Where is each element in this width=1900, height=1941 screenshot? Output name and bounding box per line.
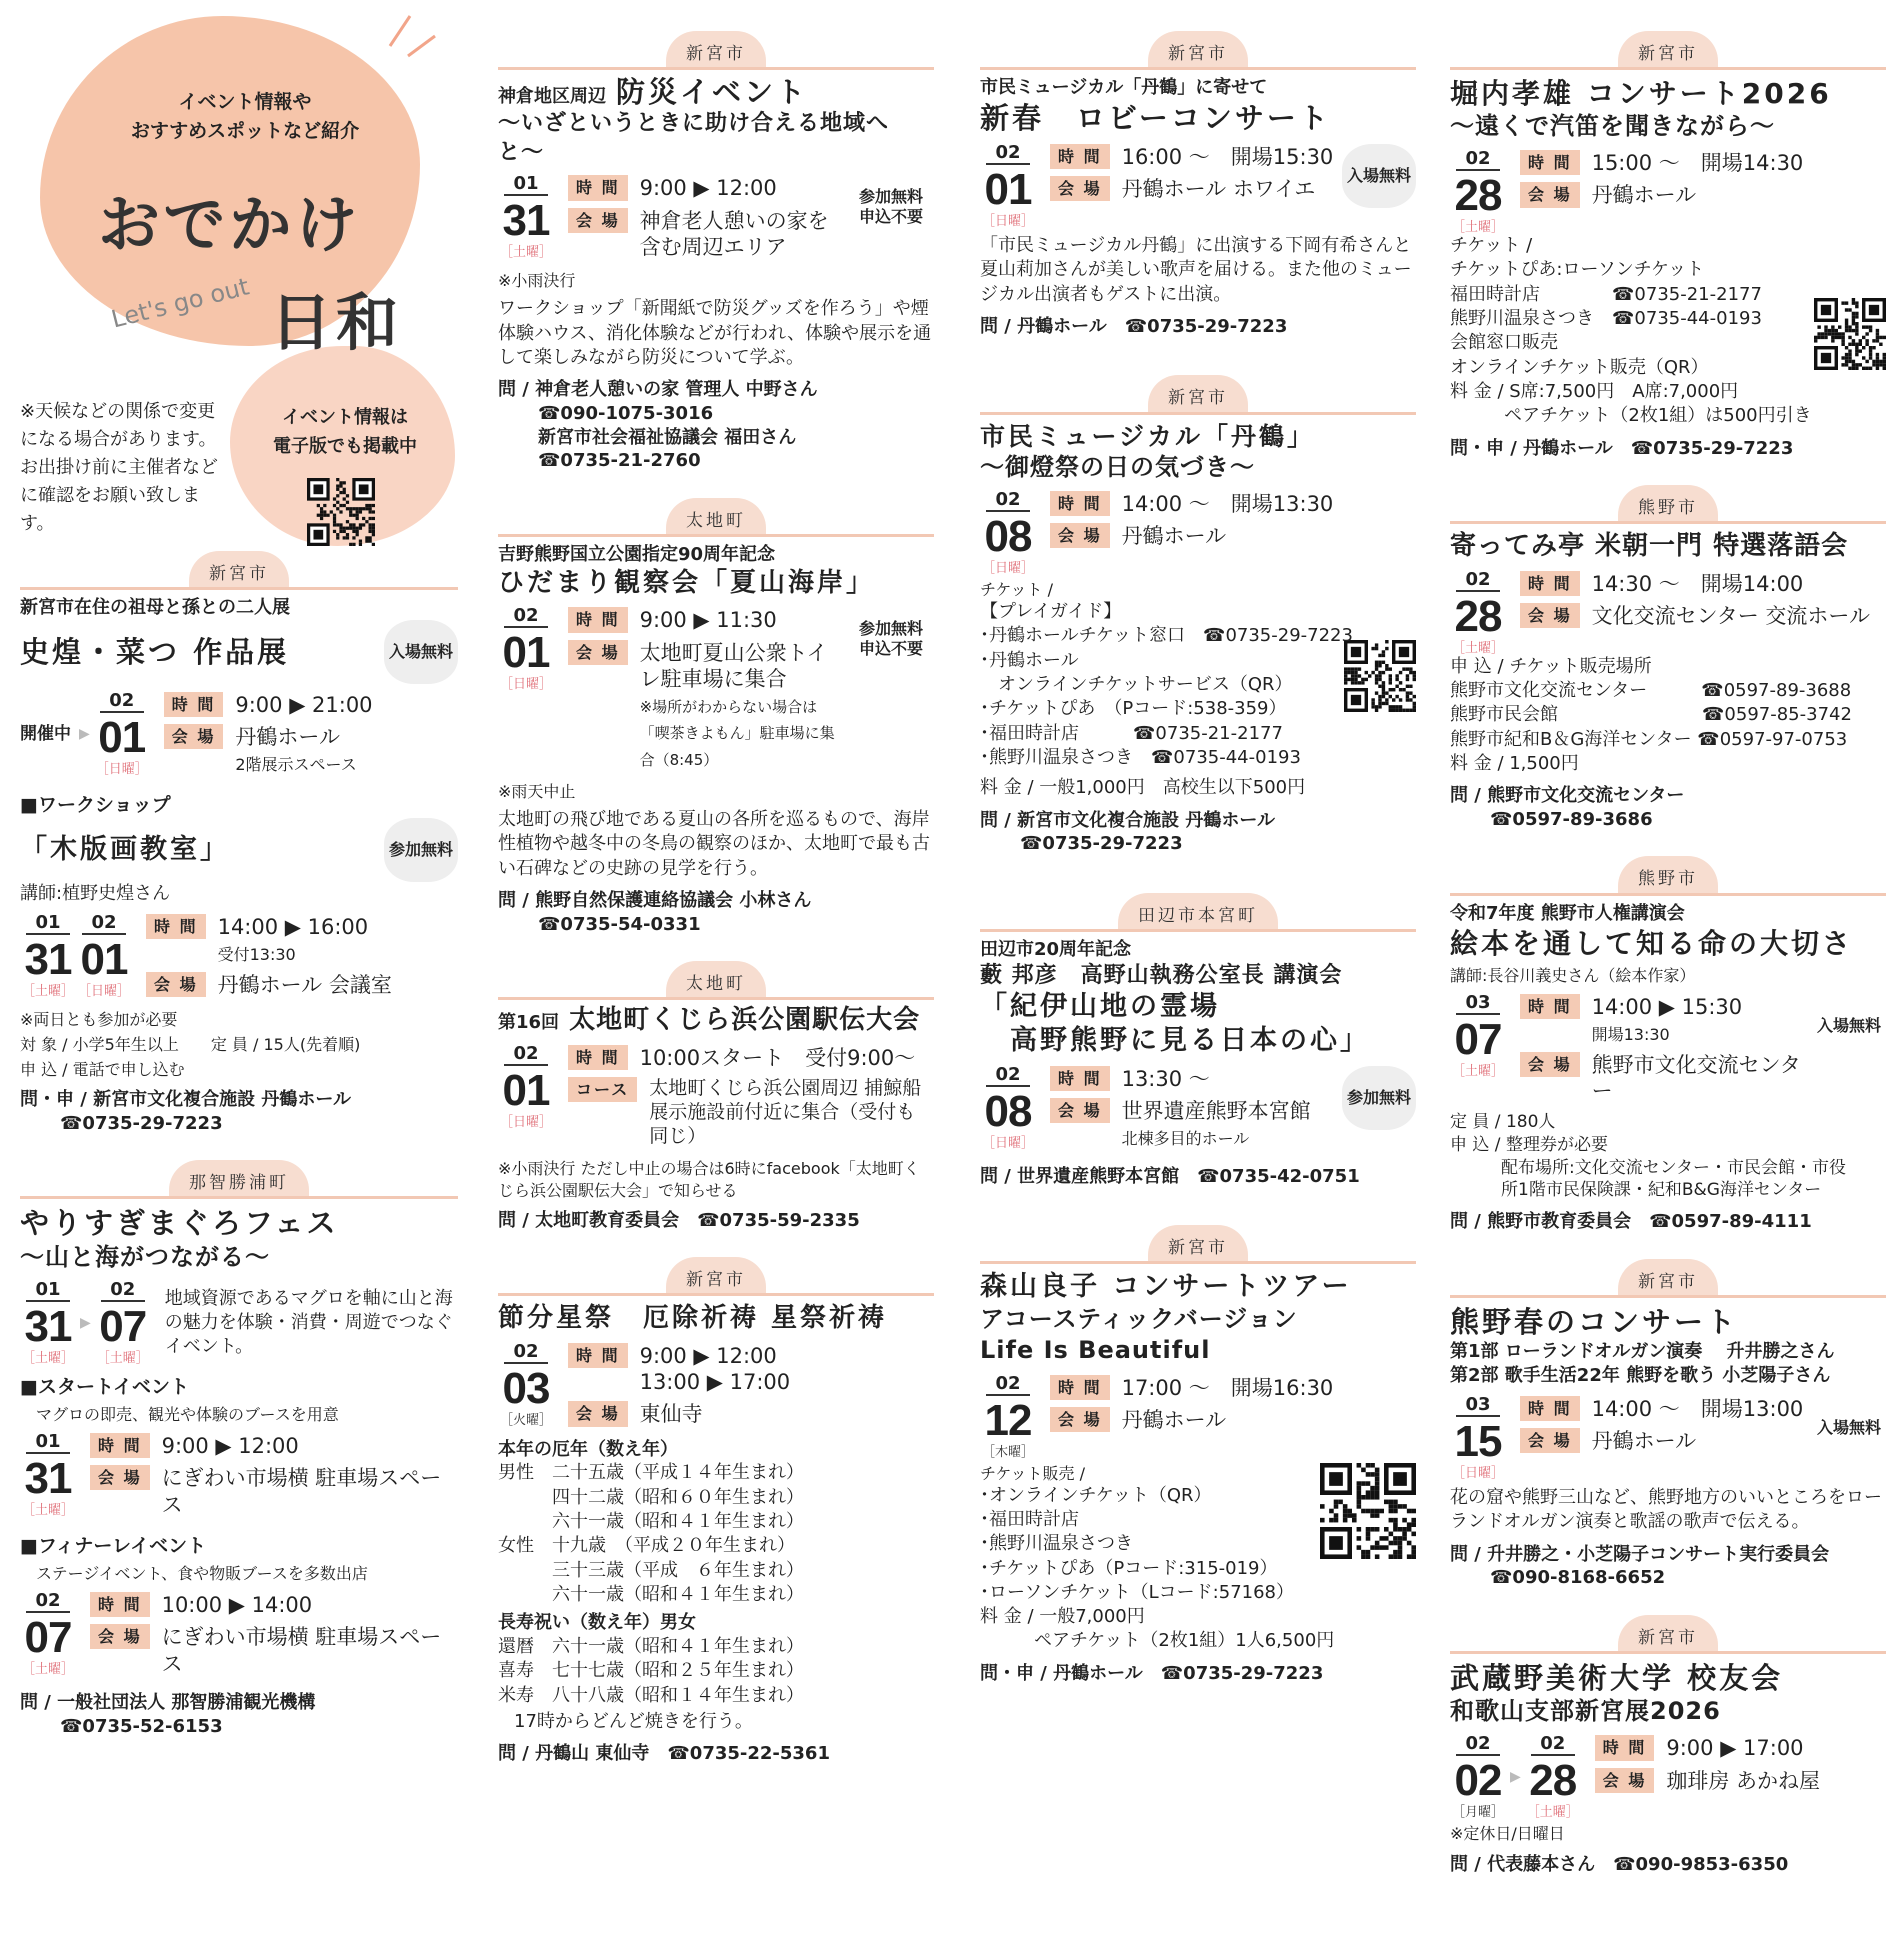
section-heading: ■スタートイベント bbox=[20, 1375, 190, 1398]
event-moriyama bbox=[980, 1210, 1416, 1685]
venue-label: 会 場 bbox=[90, 1624, 150, 1649]
list-line: 会館窓口販売 bbox=[1450, 332, 1558, 354]
area-label: 新宮市 bbox=[1148, 375, 1248, 411]
time-value: 9:00 ▶ 12:00 bbox=[639, 1343, 777, 1368]
list-line: 申 込 / 整理券が必要 bbox=[1450, 1134, 1608, 1155]
phone-number[interactable]: ☎0735-29-7223 bbox=[60, 1112, 223, 1134]
list-line: オンラインチケット販売（QR） bbox=[1450, 356, 1709, 378]
venue-value: 珈琲房 あかね屋 bbox=[1666, 1768, 1821, 1793]
contact: 問 / 熊野市教育委員会 ☎0597-89-4111 bbox=[1450, 1211, 1812, 1233]
venue-value: 丹鶴ホール bbox=[1591, 183, 1697, 208]
hero-intro bbox=[80, 88, 410, 147]
event-note: ※雨天中止 bbox=[498, 781, 576, 801]
time-label: 時 間 bbox=[1050, 1066, 1110, 1091]
event-ekiden bbox=[498, 946, 934, 1232]
list-line: 男性 二十五歳（平成１４年生まれ） bbox=[498, 1462, 804, 1484]
price: 料 金 / 一般7,000円 bbox=[980, 1606, 1145, 1628]
area-label: 新宮市 bbox=[1618, 1615, 1718, 1651]
time-sub: 開場13:30 bbox=[1591, 1024, 1670, 1044]
course-value: 太地町くじら浜公園周辺 捕鯨船展示施設前付近に集合（受付も同じ） bbox=[649, 1077, 922, 1147]
area-header bbox=[498, 1242, 934, 1296]
ticket-label: チケット / bbox=[980, 580, 1054, 600]
event-musabi bbox=[1450, 1600, 1886, 1876]
event-pretitle: 新宮市在住の祖母と孫との二人展 bbox=[20, 597, 290, 618]
event-pretitle: 第16回 bbox=[498, 1012, 560, 1034]
area-label: 新宮市 bbox=[1618, 1259, 1718, 1295]
list-line: 熊野市民会館 ☎0597-85-3742 bbox=[1450, 704, 1852, 726]
contact: 問・申 / 新宮市文化複合施設 丹鶴ホール bbox=[20, 1088, 352, 1110]
event-date: 01 31 ［土曜］ bbox=[21, 911, 74, 999]
hero-intro-line2: おすすめスポットなど紹介 bbox=[130, 120, 360, 143]
phone-number[interactable]: ☎0597-89-3686 bbox=[1490, 809, 1653, 831]
venue-label: 会 場 bbox=[1050, 523, 1110, 548]
event-title: 節分星祭 厄除祈祷 星祭祈祷 bbox=[498, 1303, 888, 1334]
list-line: チケット / bbox=[1450, 235, 1533, 257]
time-value: 14:00 〜 開場13:00 bbox=[1591, 1396, 1804, 1421]
event-title: ひだまり観察会「夏山海岸」 bbox=[498, 567, 876, 598]
column-4 bbox=[1450, 16, 1886, 1929]
event-tuna-fes bbox=[20, 1145, 458, 1738]
event-title: 堀内孝雄 コンサート2026 bbox=[1450, 77, 1832, 110]
free-badge: 入場無料 bbox=[1342, 144, 1416, 208]
event-date: 02 02 ［月曜］ bbox=[1451, 1733, 1504, 1821]
event-pretitle: 神倉地区周辺 bbox=[498, 86, 606, 107]
time-label: 時 間 bbox=[1050, 144, 1110, 169]
price: 料 金 / 一般1,000円 高校生以下500円 bbox=[980, 777, 1306, 799]
list-line: 配布場所:文化交流センター・市民会館・市役 bbox=[1450, 1157, 1847, 1178]
workshop-heading: ■ワークショップ bbox=[20, 793, 171, 816]
time-label: 時 間 bbox=[1520, 571, 1580, 596]
list-line: 熊野川温泉さつき ☎0735-44-0193 bbox=[1450, 308, 1762, 330]
contact: 問 / 世界遺産熊野本宮館 ☎0735-42-0751 bbox=[980, 1165, 1360, 1187]
event-teacher: 講師:長谷川義史さん（絵本作家） bbox=[1450, 965, 1696, 985]
time-value: 17:00 〜 開場16:30 bbox=[1121, 1375, 1334, 1400]
event-date: 02 08 ［日曜］ bbox=[981, 489, 1034, 577]
price-pair: ペアチケット（2枚1組）1人6,500円 bbox=[980, 1630, 1335, 1652]
time-label: 時 間 bbox=[1595, 1735, 1655, 1760]
event-subtitle: 〜いざというときに助け合える地域へと〜 bbox=[498, 111, 890, 165]
event-title: 太地町くじら浜公園駅伝大会 bbox=[569, 1005, 921, 1036]
logo-lets-go-out: Let's go out bbox=[108, 272, 252, 334]
venue-value: 世界遺産熊野本宮館 bbox=[1121, 1099, 1311, 1124]
list-line: 熊野市文化交流センター ☎0597-89-3688 bbox=[1450, 680, 1852, 702]
time-value: 10:00 ▶ 14:00 bbox=[161, 1593, 313, 1618]
time-label: 時 間 bbox=[1520, 1396, 1580, 1421]
contact: 問 / 一般社団法人 那智勝浦観光機構 bbox=[20, 1691, 316, 1713]
area-header bbox=[498, 16, 934, 70]
phone-number[interactable]: ☎0735-54-0331 bbox=[538, 913, 701, 935]
contact: 問 / 升井勝之・小芝陽子コンサート実行委員会 bbox=[1450, 1543, 1830, 1565]
time-value: 14:00 ▶ 16:00 bbox=[217, 914, 369, 939]
venue-label: 会 場 bbox=[568, 640, 628, 665]
list-line: 女性 十九歳 （平成２０年生まれ） bbox=[498, 1535, 795, 1557]
time-sub: 受付13:30 bbox=[217, 945, 296, 965]
event-description: 花の窟や熊野三山など、熊野地方のいいところをローランドオルガン演奏と歌謡の歌声で伝える。 bbox=[1450, 1486, 1882, 1533]
time-label: 時 間 bbox=[1520, 994, 1580, 1019]
venue-value: 太地町夏山公衆トイレ駐車場に集合 bbox=[639, 640, 828, 691]
event-spring-concert bbox=[1450, 1244, 1886, 1590]
venue-value: 東仙寺 bbox=[639, 1402, 703, 1427]
event-date: 02 01 ［日曜］ bbox=[95, 689, 148, 777]
time-label: 時 間 bbox=[568, 607, 628, 632]
event-natsuyama bbox=[498, 483, 934, 936]
event-lecture bbox=[980, 878, 1416, 1188]
list-line: ･福田時計店 bbox=[980, 1508, 1079, 1530]
contact-2: 新宮市社会福祉協議会 福田さん bbox=[538, 426, 797, 448]
event-musical bbox=[980, 361, 1416, 856]
contact: 問 / 熊野市文化交流センター bbox=[1450, 785, 1685, 807]
free-badge: 入場無料 bbox=[1816, 1015, 1881, 1035]
area-header bbox=[1450, 842, 1886, 896]
area-header bbox=[1450, 1244, 1886, 1298]
event-description: 地域資源であるマグロを軸に山と海の魅力を体験・消費・周遊でつなぐイベント。 bbox=[164, 1287, 453, 1358]
event-pretitle: 田辺市20周年記念 bbox=[980, 939, 1132, 961]
arrow-right-icon: ▶ bbox=[1510, 1769, 1521, 1786]
list-line: 熊野市紀和B＆G海洋センター ☎0597-97-0753 bbox=[1450, 728, 1848, 750]
list-line: ･福田時計店 ☎0735-21-2177 bbox=[980, 722, 1283, 744]
event-date: 01 31 ［土曜］ bbox=[21, 1278, 74, 1366]
event-date: 02 08 ［日曜］ bbox=[981, 1063, 1034, 1151]
workshop-note: ※両日とも参加が必要 bbox=[20, 1009, 178, 1029]
event-pretitle: 吉野熊野国立公園指定90周年記念 bbox=[498, 544, 776, 566]
time-value: 9:00 ▶ 12:00 bbox=[639, 176, 777, 201]
list-line: 所1階市民保険課・紀和B&G海洋センター bbox=[1450, 1180, 1822, 1201]
venue-value: 丹鶴ホール bbox=[1121, 1407, 1227, 1432]
column-2 bbox=[498, 16, 934, 1929]
venue-value: にぎわい市場横 駐車場スペース bbox=[161, 1466, 442, 1517]
free-badge: 参加無料 申込不要 bbox=[858, 187, 923, 227]
venue-value: 文化交流センター 交流ホール bbox=[1591, 604, 1870, 629]
event-title: 寄ってみ亭 米朝一門 特選落語会 bbox=[1450, 531, 1849, 562]
workshop-apply: 申 込 / 電話で申し込む bbox=[20, 1059, 185, 1079]
venue-value: 神倉老人憩いの家を含む周辺エリア bbox=[639, 208, 829, 259]
time-value-2: 13:00 ▶ 17:00 bbox=[639, 1370, 791, 1395]
area-header bbox=[1450, 470, 1886, 524]
hero-digital-line2: 電子版でも掲載中 bbox=[273, 435, 417, 457]
area-header bbox=[498, 946, 934, 1000]
time-value: 9:00 ▶ 12:00 bbox=[161, 1434, 299, 1459]
playguide-heading: 【プレイガイド】 bbox=[980, 601, 1122, 623]
venue-label: 会 場 bbox=[1520, 1052, 1580, 1077]
list-line: 四十二歳（昭和６０年生まれ） bbox=[498, 1486, 804, 1508]
event-subtitle: アコースティックバージョン bbox=[980, 1305, 1298, 1334]
phone-number[interactable]: ☎0735-29-7223 bbox=[1020, 833, 1183, 855]
event-date: 02 01 ［日曜］ bbox=[77, 911, 130, 999]
event-description: ワークショップ「新聞紙で防災グッズを作ろう」や煙体験ハウス、消化体験などが行われ、体験や展示を通して楽しみながら防災について学ぶ。 bbox=[498, 298, 932, 368]
list-line: オンラインチケットサービス（QR） bbox=[980, 674, 1293, 696]
area-label: 田辺市本宮町 bbox=[1118, 893, 1278, 929]
event-title: 絵本を通して知る命の大切さ bbox=[1450, 926, 1854, 960]
event-subtitle: 藪 邦彦 高野山執務公室長 講演会 bbox=[980, 962, 1343, 988]
time-label: 時 間 bbox=[568, 1343, 628, 1368]
choju-list bbox=[498, 1635, 934, 1708]
area-label: 新宮市 bbox=[1618, 31, 1718, 67]
venue-label: 会 場 bbox=[1050, 176, 1110, 201]
ticket-label: チケット販売 / bbox=[980, 1463, 1086, 1483]
time-value: 9:00 ▶ 17:00 bbox=[1666, 1736, 1804, 1761]
event-date: 02 01 ［日曜］ bbox=[499, 605, 552, 693]
time-label: 時 間 bbox=[1050, 491, 1110, 516]
event-title: 森山良子 コンサートツアー bbox=[980, 1271, 1352, 1303]
list-line: ･熊野川温泉さつき bbox=[980, 1533, 1133, 1555]
choju-heading: 長寿祝い（数え年）男女 bbox=[498, 1612, 696, 1634]
event-date: 03 07 ［土曜］ bbox=[1451, 991, 1504, 1079]
venue-sub: 2階展示スペース bbox=[235, 755, 357, 775]
contact: 問・申 / 丹鶴ホール ☎0735-29-7223 bbox=[980, 1662, 1324, 1684]
ticket-info bbox=[1450, 655, 1886, 776]
event-title: 熊野春のコンサート bbox=[1450, 1305, 1739, 1340]
program-part2: 第2部 歌手生活22年 熊野を歌う 小芝陽子さん bbox=[1450, 1365, 1831, 1387]
event-title-2: 高野熊野に見る日本の心」 bbox=[980, 1025, 1370, 1057]
area-header bbox=[1450, 16, 1886, 70]
arrow-right-icon: ▶ bbox=[79, 725, 90, 742]
time-label: 時 間 bbox=[568, 1045, 628, 1070]
area-label: 新宮市 bbox=[1148, 31, 1248, 67]
section-heading: ■フィナーレイベント bbox=[20, 1534, 207, 1557]
list-line: ･丹鶴ホールチケット窓口 ☎0735-29-7223 bbox=[980, 625, 1353, 647]
event-lobby-concert bbox=[980, 16, 1416, 339]
venue-label: 会 場 bbox=[1050, 1407, 1110, 1432]
qr-code-icon[interactable] bbox=[1814, 298, 1886, 370]
event-date: 02 01 ［日曜］ bbox=[499, 1042, 552, 1130]
section-description: ステージイベント、食や物販ブースを多数出店 bbox=[36, 1563, 368, 1583]
section-description: マグロの即売、観光や体験のブースを用意 bbox=[36, 1404, 339, 1424]
event-title: 武蔵野美術大学 校友会 bbox=[1450, 1661, 1784, 1695]
event-note: ※小雨決行 ただし中止の場合は6時にfacebook「太地町くじら浜公園駅伝大会」で知らせる bbox=[498, 1159, 920, 1200]
event-date: 02 03 ［火曜］ bbox=[499, 1340, 552, 1428]
hero-intro-line1: イベント情報や bbox=[178, 91, 312, 113]
time-label: 時 間 bbox=[146, 914, 206, 939]
area-label: 熊野市 bbox=[1618, 485, 1718, 521]
list-line: 米寿 八十八歳（昭和１４年生まれ） bbox=[498, 1684, 804, 1706]
area-header bbox=[498, 483, 934, 537]
venue-note: ※場所がわからない場合は「喫茶きよもん」駐車場に集合（8:45） bbox=[639, 698, 835, 769]
contact: 問 / 太地町教育委員会 ☎0735-59-2335 bbox=[498, 1209, 860, 1231]
area-label: 新宮市 bbox=[189, 551, 289, 587]
venue-value: 丹鶴ホール bbox=[235, 725, 340, 749]
event-date: 01 31 ［土曜］ bbox=[21, 1431, 74, 1519]
venue-label: 会 場 bbox=[1520, 182, 1580, 207]
time-value: 13:30 〜 bbox=[1121, 1066, 1210, 1091]
event-title: やりすぎまぐろフェス bbox=[20, 1206, 339, 1241]
free-badge: 入場無料 bbox=[1816, 1417, 1881, 1437]
event-jinken bbox=[1450, 842, 1886, 1234]
hero-note: ※天候などの関係で変更になる場合があります。お出掛け前に主催者などに確認をお願い致します。 bbox=[20, 401, 218, 534]
event-date: 02 28 ［土曜］ bbox=[1451, 568, 1504, 656]
contact: 問 / 丹鶴ホール ☎0735-29-7223 bbox=[980, 315, 1288, 337]
venue-label: 会 場 bbox=[1050, 1098, 1110, 1123]
event-date: 02 28 ［土曜］ bbox=[1451, 148, 1504, 236]
arrow-right-icon: ▶ bbox=[80, 1314, 91, 1331]
event-subtitle: 〜御燈祭の日の気づき〜 bbox=[980, 452, 1255, 481]
time-label: 時 間 bbox=[90, 1592, 150, 1617]
list-line: 料 金 / 1,500円 bbox=[1450, 753, 1579, 774]
workshop-title: 「木版画教室」 bbox=[20, 833, 230, 865]
event-horiuchi bbox=[1450, 16, 1886, 460]
list-line: ･丹鶴ホール bbox=[980, 649, 1079, 671]
list-line: ･ローソンチケット（Lコード:57168） bbox=[980, 1581, 1295, 1603]
phone-number[interactable]: ☎090-1075-3016 bbox=[538, 402, 714, 424]
free-badge: 参加無料 bbox=[384, 818, 458, 882]
list-line: 定 員 / 180人 bbox=[1450, 1111, 1556, 1132]
hero-digital-line1: イベント情報は bbox=[282, 407, 408, 428]
time-label: 時 間 bbox=[1520, 150, 1580, 175]
event-subtitle: 〜遠くで汽笛を聞きながら〜 bbox=[1450, 112, 1775, 140]
area-label: 太地町 bbox=[666, 498, 766, 534]
list-line: 六十一歳（昭和４１年生まれ） bbox=[498, 1511, 804, 1532]
event-date: 02 07 ［土曜］ bbox=[96, 1278, 149, 1366]
qr-code-icon[interactable] bbox=[1320, 1463, 1416, 1559]
course-label: コース bbox=[568, 1077, 637, 1102]
hero-digital bbox=[245, 404, 445, 462]
area-header bbox=[20, 1145, 458, 1199]
list-line: ･熊野川温泉さつき ☎0735-44-0193 bbox=[980, 746, 1301, 768]
event-date: 02 28 ［土曜］ bbox=[1526, 1733, 1579, 1821]
list-line: 申 込 / チケット販売場所 bbox=[1450, 655, 1652, 677]
area-header bbox=[1450, 1600, 1886, 1654]
event-note: ※小雨決行 bbox=[498, 271, 576, 291]
phone-number[interactable]: ☎0735-52-6153 bbox=[60, 1715, 223, 1737]
event-exhibition bbox=[20, 536, 458, 1135]
area-label: 熊野市 bbox=[1618, 856, 1718, 892]
hero-banner bbox=[20, 16, 458, 536]
event-title: 史煌・菜つ 作品展 bbox=[20, 634, 290, 669]
event-description: 17時からどんど焼きを行う。 bbox=[514, 1710, 753, 1732]
venue-label: 会 場 bbox=[1595, 1768, 1655, 1793]
program-part1: 第1部 ローランドオルガン演奏 升井勝之さん bbox=[1450, 1341, 1835, 1363]
list-line: ･チケットぴあ （Pコード:538-359） bbox=[980, 698, 1287, 720]
event-note: ※定休日/日曜日 bbox=[1450, 1824, 1565, 1844]
event-title: 新春 ロビーコンサート bbox=[980, 100, 1331, 135]
free-badge: 参加無料 bbox=[1342, 1066, 1416, 1130]
venue-value: 丹鶴ホール bbox=[1591, 1429, 1697, 1454]
contact: 問・申 / 丹鶴ホール ☎0735-29-7223 bbox=[1450, 437, 1794, 459]
venue-value: 丹鶴ホール ホワイエ bbox=[1121, 177, 1316, 202]
event-title: 「紀伊山地の霊場 bbox=[980, 991, 1220, 1023]
list-line: チケットぴあ:ローソンチケット bbox=[1450, 259, 1705, 281]
venue-value: にぎわい市場横 駐車場スペース bbox=[161, 1625, 442, 1676]
event-setsubun bbox=[498, 1242, 934, 1765]
event-title: 防災イベント bbox=[616, 75, 809, 109]
area-label: 那智勝浦町 bbox=[169, 1160, 309, 1196]
area-header bbox=[980, 878, 1416, 932]
event-date: 02 12 ［木曜］ bbox=[981, 1372, 1034, 1460]
logo-odekake: おでかけ bbox=[98, 188, 362, 261]
free-badge: 参加無料 申込不要 bbox=[858, 619, 923, 659]
time-label: 時 間 bbox=[164, 692, 224, 717]
event-pretitle: 令和7年度 熊野市人権講演会 bbox=[1450, 902, 1685, 924]
contact: 問 / 熊野自然保護連絡協議会 小林さん bbox=[498, 889, 812, 911]
event-date: 03 15 ［日曜］ bbox=[1451, 1393, 1504, 1481]
area-header bbox=[980, 1210, 1416, 1264]
event-info bbox=[1450, 1111, 1886, 1203]
free-badge: 入場無料 bbox=[384, 620, 458, 684]
list-line: 還暦 六十一歳（昭和４１年生まれ） bbox=[498, 1635, 804, 1657]
event-date: 01 31 ［土曜］ bbox=[499, 173, 552, 261]
time-label: 時 間 bbox=[568, 175, 628, 200]
event-date: 02 07 ［土曜］ bbox=[21, 1590, 74, 1678]
contact: 問 / 新宮市文化複合施設 丹鶴ホール bbox=[980, 809, 1276, 831]
area-label: 新宮市 bbox=[1148, 1225, 1248, 1261]
yakudoshi-list bbox=[498, 1461, 934, 1607]
time-value: 14:30 〜 開場14:00 bbox=[1591, 571, 1804, 596]
time-value: 15:00 〜 開場14:30 bbox=[1591, 151, 1804, 176]
time-value: 14:00 ▶ 15:30 bbox=[1591, 994, 1743, 1019]
event-title: 市民ミュージカル「丹鶴」 bbox=[980, 421, 1316, 451]
list-line: 喜寿 七十七歳（昭和２５年生まれ） bbox=[498, 1660, 804, 1682]
list-line: ･チケットぴあ（Pコード:315-019） bbox=[980, 1557, 1278, 1579]
list-line: 三十三歳（平成 ６年生まれ） bbox=[498, 1559, 804, 1581]
time-value: 9:00 ▶ 21:00 bbox=[235, 692, 373, 717]
area-header bbox=[980, 361, 1416, 415]
workshop-target: 対 象 / 小学5年生以上 定 員 / 15人(先着順) bbox=[20, 1034, 361, 1054]
event-description: 「市民ミュージカル丹鶴」に出演する下岡有希さんと夏山莉加さんが美しい歌声を届ける。また他のミュージカル出演者もゲストに出演。 bbox=[980, 235, 1412, 305]
venue-label: 会 場 bbox=[90, 1465, 150, 1490]
area-header bbox=[980, 16, 1416, 70]
column-1 bbox=[20, 16, 458, 1929]
sparkle-lines-icon bbox=[380, 6, 440, 76]
event-description: 太地町の飛び地である夏山の各所を巡るもので、海岸性植物や越冬中の冬鳥の観察のほか、太地町で最も古い石碑などの史跡の見学を行う。 bbox=[498, 809, 930, 879]
column-3 bbox=[980, 16, 1416, 1929]
event-bousai bbox=[498, 16, 934, 473]
status-label: 開催中 bbox=[20, 723, 71, 744]
venue-value: 熊野市文化交流センター bbox=[1591, 1053, 1801, 1104]
event-date: 02 01 ［日曜］ bbox=[981, 142, 1034, 229]
venue-value: 丹鶴ホール 会議室 bbox=[217, 973, 392, 998]
time-value: 14:00 〜 開場13:30 bbox=[1121, 492, 1334, 517]
venue-label: 会 場 bbox=[164, 724, 224, 749]
event-pretitle: 市民ミュージカル「丹鶴」に寄せて bbox=[980, 77, 1268, 98]
time-value: 16:00 〜 開場15:30 bbox=[1121, 145, 1334, 169]
contact: 問 / 丹鶴山 東仙寺 ☎0735-22-5361 bbox=[498, 1743, 830, 1765]
venue-label: 会 場 bbox=[568, 1401, 628, 1426]
contact: 問 / 代表藤本さん ☎090-9853-6350 bbox=[1450, 1853, 1789, 1875]
yakudoshi-heading: 本年の厄年（数え年） bbox=[498, 1438, 678, 1460]
area-label: 新宮市 bbox=[666, 31, 766, 67]
time-label: 時 間 bbox=[90, 1433, 150, 1458]
event-subtitle: 和歌山支部新宮展2026 bbox=[1450, 1697, 1721, 1726]
venue-value: 丹鶴ホール bbox=[1121, 524, 1227, 549]
event-subtitle: 〜山と海がつながる〜 bbox=[20, 1242, 270, 1271]
time-value: 9:00 ▶ 11:30 bbox=[639, 608, 777, 633]
venue-label: 会 場 bbox=[1520, 603, 1580, 628]
list-line: 福田時計店 ☎0735-21-2177 bbox=[1450, 283, 1762, 305]
list-line: ･オンラインチケット（QR） bbox=[980, 1484, 1212, 1506]
list-line: 六十一歳（昭和４１年生まれ） bbox=[498, 1583, 804, 1605]
venue-sub: 北棟多目的ホール bbox=[1121, 1129, 1250, 1149]
contact: 問 / 神倉老人憩いの家 管理人 中野さん bbox=[498, 379, 818, 401]
time-label: 時 間 bbox=[1050, 1375, 1110, 1400]
phone-number[interactable]: ☎090-8168-6652 bbox=[1490, 1567, 1666, 1589]
list-line: ペアチケット（2枚1組）は500円引き bbox=[1450, 405, 1812, 427]
event-subtitle-2: Life Is Beautiful bbox=[980, 1336, 1211, 1365]
area-header bbox=[20, 536, 458, 590]
venue-label: 会 場 bbox=[146, 972, 206, 997]
event-rakugo bbox=[1450, 470, 1886, 831]
venue-label: 会 場 bbox=[1520, 1428, 1580, 1453]
qr-code-icon[interactable] bbox=[1344, 640, 1416, 712]
area-label: 新宮市 bbox=[666, 1257, 766, 1293]
area-label: 太地町 bbox=[666, 961, 766, 997]
logo-hiyori: 日和 bbox=[270, 286, 403, 359]
list-line: 料 金 / S席:7,500円 A席:7,000円 bbox=[1450, 380, 1739, 402]
time-value: 10:00スタート 受付9:00〜 bbox=[639, 1045, 916, 1070]
venue-label: 会 場 bbox=[568, 208, 628, 233]
workshop-teacher: 講師:植野史煌さん bbox=[20, 882, 171, 904]
phone-number[interactable]: ☎0735-21-2760 bbox=[538, 450, 701, 472]
